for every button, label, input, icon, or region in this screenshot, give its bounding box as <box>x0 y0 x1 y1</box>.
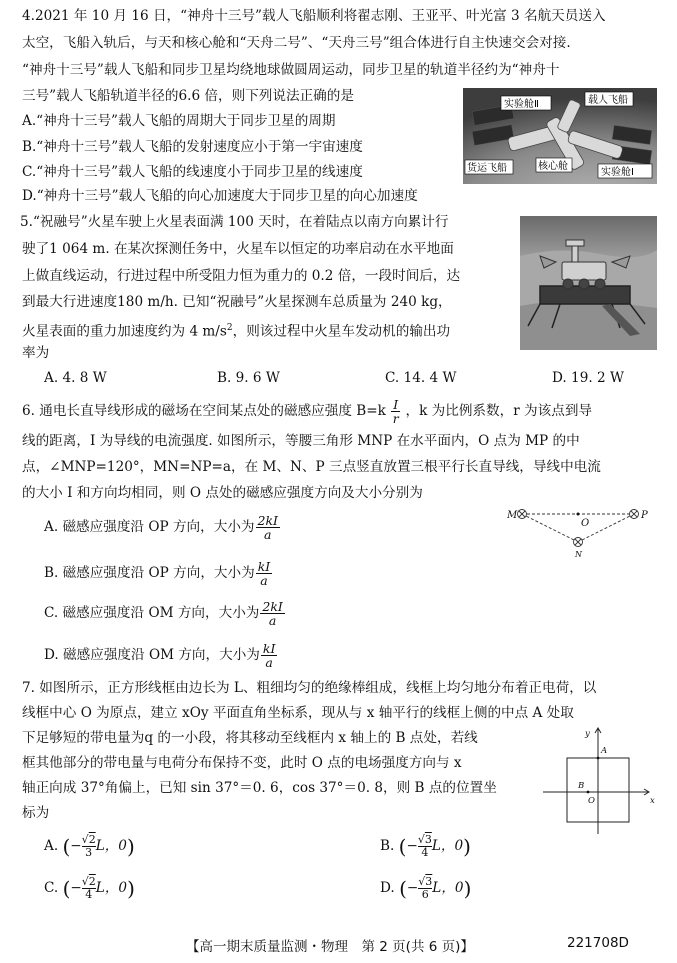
fig-label-B: B <box>578 781 585 791</box>
q7-c-label: C. <box>44 880 59 896</box>
page-footer: 【高一期末质量监测・物理 第 2 页(共 6 页)】 <box>186 939 474 955</box>
q6-formula-fraction <box>391 398 400 425</box>
q4-option-c: C.“神舟十三号”载人飞船的线速度小于同步卫星的线速度 <box>22 164 363 180</box>
fig-label-x: x <box>650 796 655 806</box>
q5-stem-line-5b: ，则该过程中火星车发动机的输出功 <box>232 323 451 340</box>
q7-option-a: A. (− $\frac{√2}{3}L$，0) <box>44 833 135 859</box>
q7-c-den: 4 <box>85 888 93 901</box>
fig-label-y: y <box>585 729 590 739</box>
q7-square-frame-figure <box>543 726 657 836</box>
q5-sup: 2 <box>226 323 233 333</box>
q7-b-sign: − <box>406 838 418 854</box>
q7-a-sign: − <box>70 838 82 854</box>
q5-stem-line-3: 上做直线运动，行进过程中所受阻力恒为重力的 0.2 倍，一段时间后，达 <box>22 268 461 284</box>
q6-stem-line-1 <box>22 398 592 425</box>
q5-option-c: C. 14. 4 W <box>385 370 457 386</box>
q4-option-a: A.“神舟十三号”载人飞船的周期大于同步卫星的周期 <box>22 113 336 129</box>
q6-option-d-fraction <box>261 642 278 669</box>
q6-c-num: 2kI <box>262 599 283 614</box>
q6-option-b-text: B. 磁感应强度沿 OP 方向，大小为 <box>44 565 255 581</box>
q7-c-rad: 2 <box>88 875 96 888</box>
q6-d-den: a <box>265 655 273 670</box>
q7-a-label: A. <box>44 838 59 854</box>
fig-label-M: M <box>507 510 518 521</box>
q6-stem-line-2: 线的距离，I 为导线的电流强度. 如图所示，等腰三角形 MNP 在水平面内，O 点为 MP 的中 <box>22 433 580 449</box>
q5-stem-line-2: 驶了1 064 m. 在某次探测任务中，火星车以恒定的功率启动在水平地面 <box>22 241 454 257</box>
q6-option-a-text: A. 磁感应强度沿 OP 方向，大小为 <box>44 519 255 535</box>
mars-rover-photo <box>520 216 657 350</box>
fig-label-P: P <box>641 510 648 521</box>
q5-stem-line-5 <box>22 316 450 344</box>
q6-d-num: kI <box>262 641 276 656</box>
q7-stem-line-1: 7. 如图所示，正方形线框由边长为 L、粗细均匀的绝缘棒组成，线框上均匀地分布着正电荷，以 <box>22 680 597 696</box>
q4-stem-line-3: “神舟十三号”载人飞船和同步卫星均绕地球做圆周运动，同步卫星的轨道半径约为“神舟十 <box>22 62 560 78</box>
q6-option-c-text: C. 磁感应强度沿 OM 方向，大小为 <box>44 605 260 621</box>
q7-d-tail: L，0 <box>432 880 464 896</box>
q7-d-rad: 3 <box>425 875 433 888</box>
q7-option-c: C. (− $\frac{√2}{4}L$，0) <box>44 875 135 901</box>
q6-frac-num: I <box>393 397 399 412</box>
q7-a-tail: L，0 <box>95 838 127 854</box>
q4-option-b: B.“神舟十三号”载人飞船的发射速度应小于第一宇宙速度 <box>22 139 363 155</box>
label-lab-module-2: 实验舱Ⅱ <box>504 99 539 110</box>
q6-stem-line-3: 点，∠MNP=120°，MN=NP=a，在 M、N、P 三点竖直放置三根平行长直导线，导线中电流 <box>22 459 601 475</box>
q5-option-b: B. 9. 6 W <box>217 370 280 386</box>
q6-option-a-fraction <box>256 514 280 541</box>
q7-c-fraction: $\frac{√2}{4}$ <box>81 875 96 901</box>
q6-option-c-fraction <box>260 600 284 627</box>
q5-option-d: D. 19. 2 W <box>552 370 624 386</box>
q6-stem-line-1b: ，k 为比例系数，r 为该点到导 <box>405 403 593 419</box>
q7-stem-line-4: 框其他部分的带电量与电荷分布保持不变，此时 O 点的电场强度方向与 x <box>22 755 462 771</box>
q6-option-a <box>44 514 281 541</box>
q7-b-label: B. <box>380 838 395 854</box>
q7-b-tail: L，0 <box>431 838 464 854</box>
q4-stem-line-4: 三号”载人飞船轨道半径的6.6 倍，则下列说法正确的是 <box>22 88 354 104</box>
q7-a-den: 3 <box>85 846 93 859</box>
q6-c-den: a <box>268 613 277 628</box>
q7-b-rad: 3 <box>424 833 432 846</box>
label-core-module: 核心舱 <box>538 161 568 172</box>
q7-stem-line-3: 下足够短的带电量为q 的一小段，将其移动至线框内 x 轴上的 B 点处，若线 <box>22 730 478 746</box>
q6-a-den: a <box>264 527 272 542</box>
q7-option-d: D. (− $\frac{√3}{6}L$，0) <box>380 875 472 901</box>
q5-stem-line-1: 5.“祝融号”火星车驶上火星表面满 100 天时，在着陆点以南方向累计行 <box>20 214 449 230</box>
q7-a-rad: 2 <box>88 833 96 846</box>
q5-stem-line-4: 到最大行进速度180 m/h. 已知“祝融号”火星探测车总质量为 240 kg， <box>22 294 452 310</box>
label-crew-ship: 载人飞船 <box>588 95 628 106</box>
q6-option-c <box>44 600 286 627</box>
q7-c-tail: L，0 <box>95 880 128 896</box>
q7-c-sign: − <box>70 880 82 896</box>
q5-option-a: A. 4. 8 W <box>44 370 107 386</box>
q7-stem-line-5: 轴正向成 37°角偏上，已知 sin 37°＝0. 6，cos 37°＝0. 8，则 B 点的位置坐 <box>22 780 497 796</box>
q4-stem-line-1: 4.2021 年 10 月 16 日，“神舟十三号”载人飞船顺利将翟志刚、王亚平、叶光富 3 名航天员送入 <box>22 8 606 24</box>
q6-option-d-text: D. 磁感应强度沿 OM 方向，大小为 <box>44 647 260 663</box>
q7-a-fraction: $\frac{√2}{3}$ <box>81 833 96 859</box>
q6-triangle-figure <box>500 502 658 560</box>
q6-a-num: 2kI <box>257 513 278 528</box>
space-station-photo <box>463 88 657 184</box>
q6-stem-line-1a: 6. 通电长直导线形成的磁场在空间某点处的磁感应强度 B=k <box>22 403 386 419</box>
fig-label-O: O <box>581 518 590 529</box>
q6-b-den: a <box>260 573 268 588</box>
q5-stem-line-5a: 火星表面的重力加速度约为 4 m/s <box>22 323 227 340</box>
q4-option-d: D.“神舟十三号”载人飞船的向心加速度大于同步卫星的向心加速度 <box>22 188 418 204</box>
label-cargo-ship: 货运飞船 <box>467 163 507 174</box>
q7-d-label: D. <box>380 880 395 896</box>
q7-d-fraction: $\frac{√3}{6}$ <box>418 875 433 901</box>
fig-label-O7: O <box>588 796 595 806</box>
q6-frac-den: r <box>392 411 399 426</box>
q7-stem-line-2: 线框中心 O 为原点，建立 xOy 平面直角坐标系，现从与 x 轴平行的线框上侧的中点 A 处取 <box>22 705 574 721</box>
paper-code: 221708D <box>567 935 629 951</box>
q5-stem-line-6: 率为 <box>22 345 50 361</box>
q6-option-d <box>44 642 278 669</box>
q6-option-b <box>44 560 273 587</box>
q6-stem-line-4: 的大小 I 和方向均相同，则 O 点处的磁感应强度方向及大小分别为 <box>22 485 423 501</box>
q4-stem-line-2: 太空，飞船入轨后，与天和核心舱和“天舟二号”、“天舟三号”组合体进行自主快速交会对接. <box>22 35 571 51</box>
q7-d-den: 6 <box>421 888 429 901</box>
q7-stem-line-6: 标为 <box>22 805 50 821</box>
label-lab-module-1: 实验舱Ⅰ <box>601 167 634 178</box>
q6-option-b-fraction <box>256 560 273 587</box>
q7-d-sign: − <box>406 880 419 896</box>
fig-label-N: N <box>575 550 582 559</box>
q7-b-den: 4 <box>421 846 429 859</box>
q7-b-fraction: $\frac{√3}{4}$ <box>417 833 432 859</box>
q7-option-b: B. (− $\frac{√3}{4}L$，0) <box>380 833 471 859</box>
q6-b-num: kI <box>257 559 271 574</box>
fig-label-A: A <box>601 746 608 756</box>
